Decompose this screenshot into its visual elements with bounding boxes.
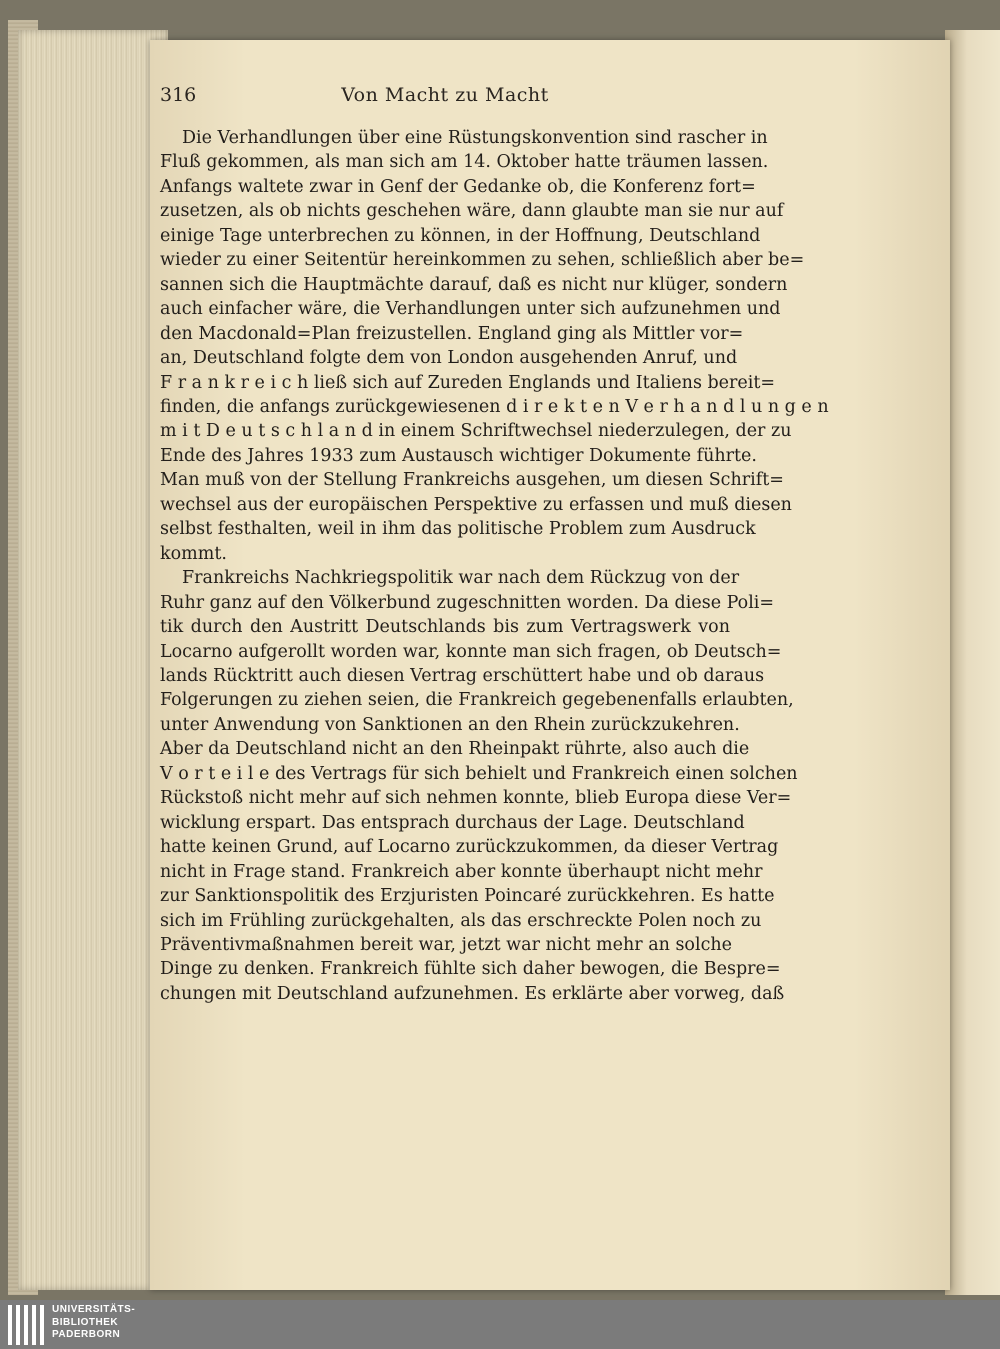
text-line: an, Deutschland folgte dem von London ausgehenden Anruf, und bbox=[160, 348, 738, 369]
paragraph-2 bbox=[160, 566, 798, 1006]
paragraph-1 bbox=[160, 126, 829, 566]
text-line: finden, die anfangs zurückgewiesenen d i r e k t e n V e r h a n d l u n g e n bbox=[160, 396, 829, 417]
text-line: wieder zu einer Seitentür hereinkommen zu sehen, schließlich aber be= bbox=[160, 250, 805, 271]
logo-line: UNIVERSITÄTS- bbox=[52, 1304, 136, 1315]
text-line: Präventivmaßnahmen bereit war, jetzt war nicht mehr an solche bbox=[160, 934, 732, 955]
text-line: Rückstoß nicht mehr auf sich nehmen konnte, blieb Europa diese Ver= bbox=[160, 788, 792, 809]
text-line: wicklung erspart. Das entsprach durchaus der Lage. Deutschland bbox=[160, 812, 745, 833]
text-line: sich im Frühling zurückgehalten, als das erschreckte Polen noch zu bbox=[160, 910, 762, 931]
logo-line: BIBLIOTHEK bbox=[52, 1316, 119, 1328]
text-line: chungen mit Deutschland aufzunehmen. Es erklärte aber vorweg, daß bbox=[160, 983, 785, 1004]
text-line: auch einfacher wäre, die Verhandlungen unter sich aufzunehmen und bbox=[160, 299, 781, 320]
text-line: unter Anwendung von Sanktionen an den Rhein zurückzukehren. bbox=[160, 714, 740, 735]
text-line: m i t D e u t s c h l a n d in einem Schriftwechsel niederzulegen, der zu bbox=[160, 421, 792, 442]
facing-page-edge bbox=[945, 30, 1000, 1295]
text-line: Anfangs waltete zwar in Genf der Gedanke ob, die Konferenz fort= bbox=[160, 176, 756, 197]
text-line: Die Verhandlungen über eine Rüstungskonvention sind rascher in bbox=[182, 128, 768, 148]
page-number: 316 bbox=[160, 84, 197, 106]
text-line: nicht in Frage stand. Frankreich aber konnte überhaupt nicht mehr bbox=[160, 861, 763, 882]
running-title: Von Macht zu Macht bbox=[341, 84, 549, 106]
text-line: Ruhr ganz auf den Völkerbund zugeschnitten worden. Da diese Poli= bbox=[160, 592, 775, 613]
text-line: Frankreichs Nachkriegspolitik war nach dem Rückzug von der bbox=[182, 568, 740, 589]
text-line: den Macdonald=Plan freizustellen. England ging als Mittler vor= bbox=[160, 323, 744, 344]
text-line: Aber da Deutschland nicht an den Rheinpakt rührte, also auch die bbox=[160, 739, 750, 760]
text-line: Locarno aufgerollt worden war, konnte man sich fragen, ob Deutsch= bbox=[160, 641, 782, 662]
text-line: Man muß von der Stellung Frankreichs ausgehen, um diesen Schrift= bbox=[160, 470, 784, 491]
text-line: hatte keinen Grund, auf Locarno zurückzukommen, da dieser Vertrag bbox=[160, 837, 779, 858]
text-line: sannen sich die Hauptmächte darauf, daß es nicht nur klüger, sondern bbox=[160, 274, 788, 295]
text-line: zusetzen, als ob nichts geschehen wäre, dann glaubte man sie nur auf bbox=[160, 201, 784, 222]
text-line: V o r t e i l e des Vertrags für sich behielt und Frankreich einen solchen bbox=[160, 763, 798, 784]
text-line: selbst festhalten, weil in ihm das politische Problem zum Ausdruck bbox=[160, 519, 756, 540]
text-line: F r a n k r e i c h ließ sich auf Zureden Englands und Italiens bereit= bbox=[160, 372, 776, 393]
text-line: wechsel aus der europäischen Perspektive zu erfassen und muß diesen bbox=[160, 494, 792, 515]
page-edges bbox=[18, 30, 168, 1290]
text-line: Ende des Jahres 1933 zum Austausch wichtiger Dokumente führte. bbox=[160, 445, 757, 466]
text-line: Dinge zu denken. Frankreich fühlte sich daher bewogen, die Bespre= bbox=[160, 959, 781, 980]
text-line: tik durch den Austritt Deutschlands bis zum Vertragswerk von bbox=[160, 617, 730, 638]
text-line: zur Sanktionspolitik des Erzjuristen Poincaré zurückkehren. Es hatte bbox=[160, 886, 775, 907]
text-line: Folgerungen zu ziehen seien, die Frankreich gegebenenfalls erlaubten, bbox=[160, 690, 794, 711]
text-line: lands Rücktritt auch diesen Vertrag erschüttert habe und ob daraus bbox=[160, 665, 765, 686]
library-footer bbox=[0, 1300, 1000, 1349]
running-head bbox=[160, 84, 730, 110]
body-text bbox=[160, 126, 829, 1006]
library-logo-text bbox=[52, 1304, 135, 1342]
text-line: kommt. bbox=[160, 543, 227, 564]
logo-line: PADERBORN bbox=[52, 1329, 121, 1340]
text-line: einige Tage unterbrechen zu können, in der Hoffnung, Deutschland bbox=[160, 225, 761, 246]
text-line: Fluß gekommen, als man sich am 14. Oktober hatte träumen lassen. bbox=[160, 152, 769, 173]
library-logo-icon bbox=[8, 1305, 46, 1345]
